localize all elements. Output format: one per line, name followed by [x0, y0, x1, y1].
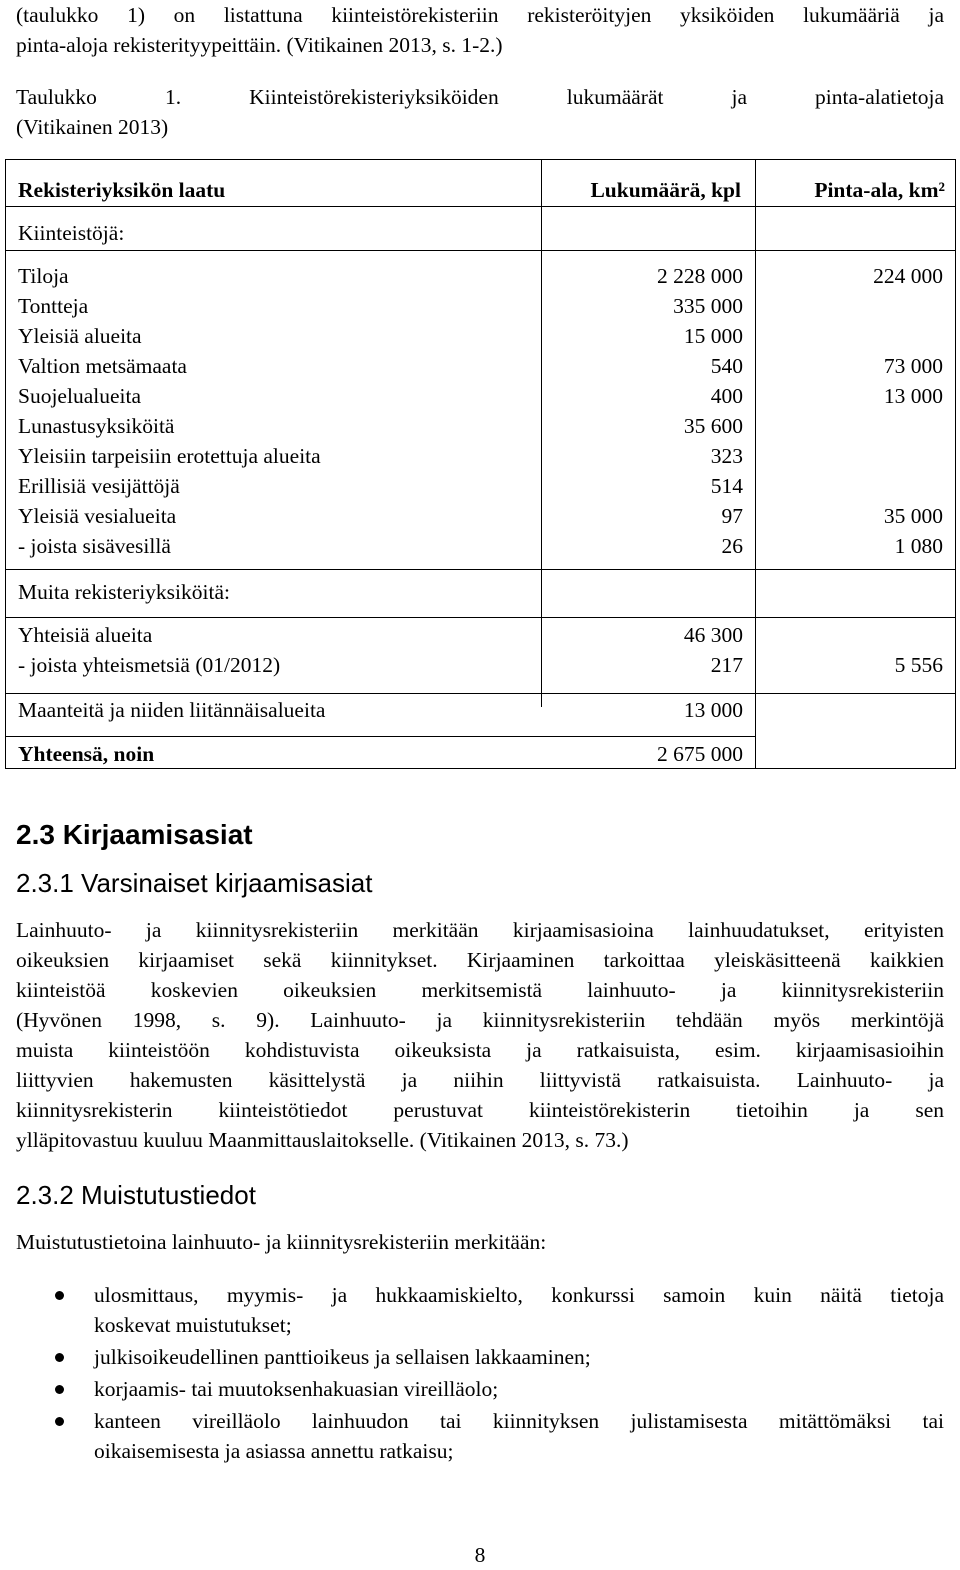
table-row-divider-5: [5, 736, 756, 737]
table-border-top: [5, 159, 956, 160]
list-item: [0, 1374, 960, 1406]
row-count: 46 300: [683, 623, 743, 647]
heading-2-3-1: 2.3.1 Varsinaiset kirjaamisasiat: [16, 868, 373, 898]
paragraph-line: oikeuksien kirjaamiset sekä kiinnitykset. Kirjaaminen tarkoittaa yleiskäsitteenä kaikkien: [16, 948, 944, 972]
list-item-line: oikaisemisesta ja asiassa annettu ratkaisu;: [94, 1439, 454, 1463]
caption-line-2: (Vitikainen 2013): [16, 115, 169, 139]
table-row-divider-4: [5, 693, 956, 694]
table-header-type: Rekisteriyksikön laatu: [18, 178, 226, 202]
roads-label: Maanteitä ja niiden liitännäisalueita: [18, 698, 326, 722]
row-count: 540: [710, 354, 743, 378]
list-item-line: kanteen vireilläolo lainhuudon tai kiinnityksen julistamisesta mitättömäksi tai: [94, 1409, 944, 1433]
total-label: Yhteensä, noin: [18, 742, 155, 766]
row-count: 514: [710, 474, 743, 498]
intro-line-2: pinta-aloja rekisterityypeittäin. (Vitikainen 2013, s. 1-2.): [16, 33, 503, 57]
row-label: Yleisiin tarpeisiin erotettuja alueita: [18, 444, 321, 468]
paragraph-line: liittyvien hakemusten käsittelystä ja niihin liittyvistä ratkaisuista. Lainhuuto- ja: [16, 1068, 944, 1092]
row-label: Yhteisiä alueita: [18, 623, 153, 647]
row-label: Yleisiä alueita: [18, 324, 142, 348]
paragraph-line: muista kiinteistöön kohdistuvista oikeuksista ja ratkaisuista, esim. kirjaamisasioihin: [16, 1038, 944, 1062]
row-label: Suojelualueita: [18, 384, 141, 408]
row-area: 35 000: [883, 504, 943, 528]
paragraph-line: kiinnitysrekisterin kiinteistötiedot perustuvat kiinteistörekisterin tietoihin ja sen: [16, 1098, 944, 1122]
row-count: 26: [721, 534, 743, 558]
list-item: [0, 1406, 960, 1468]
page-number: 8: [474, 1543, 486, 1567]
row-count: 97: [721, 504, 743, 528]
row-count: 2 228 000: [657, 264, 743, 288]
row-area: 224 000: [873, 264, 943, 288]
row-label: - joista sisävesillä: [18, 534, 171, 558]
table-header-area: Pinta-ala, km²: [814, 178, 945, 202]
row-label: Lunastusyksiköitä: [18, 414, 175, 438]
row-label: Yleisiä vesialueita: [18, 504, 177, 528]
paragraph-line: (Hyvönen 1998, s. 9). Lainhuuto- ja kiinnitysrekisteriin tehdään myös merkintöjä: [16, 1008, 944, 1032]
row-label: Erillisiä vesijättöjä: [18, 474, 180, 498]
row-count: 400: [710, 384, 743, 408]
bullet-icon: [55, 1291, 64, 1300]
row-count: 15 000: [683, 324, 743, 348]
paragraph-line: Lainhuuto- ja kiinnitysrekisteriin merkitään kirjaamisasioina lainhuudatukset, erityisten: [16, 918, 944, 942]
list-item: [0, 1280, 960, 1342]
list-item-line: ulosmittaus, myymis- ja hukkaamiskielto, konkurssi samoin kuin näitä tietoja: [94, 1283, 944, 1307]
register-units-table: [0, 0, 960, 780]
table-row-divider-2: [5, 569, 956, 570]
row-count: 335 000: [673, 294, 743, 318]
list-item: [0, 1342, 960, 1374]
paragraph-recording-matters: [16, 915, 944, 1155]
bullet-icon: [55, 1385, 64, 1394]
row-count: 323: [710, 444, 743, 468]
row-area: 1 080: [894, 534, 943, 558]
table-row-divider-1: [5, 250, 956, 251]
list-item-line: koskevat muistutukset;: [94, 1313, 292, 1337]
roads-count: 13 000: [683, 698, 743, 722]
row-label: Valtion metsämaata: [18, 354, 187, 378]
heading-2-3-2: 2.3.2 Muistutustiedot: [16, 1180, 256, 1210]
bullet-icon: [55, 1353, 64, 1362]
row-area: 13 000: [883, 384, 943, 408]
list-item-line: julkisoikeudellinen panttioikeus ja sellaisen lakkaaminen;: [94, 1345, 591, 1369]
table-header-divider: [5, 206, 956, 207]
paragraph-line: kiinteistöä koskevien oikeuksien merkitsemistä lainhuuto- ja kiinnitysrekisteriin: [16, 978, 944, 1002]
total-count: 2 675 000: [657, 742, 743, 766]
table-row-divider-3: [5, 617, 956, 618]
paragraph-line: ylläpitovastuu kuuluu Maanmittauslaitokselle. (Vitikainen 2013, s. 73.): [16, 1128, 629, 1152]
row-count: 35 600: [683, 414, 743, 438]
paragraph-notice-info: Muistutustietoina lainhuuto- ja kiinnitysrekisteriin merkitään:: [16, 1230, 547, 1254]
table-header-count: Lukumäärä, kpl: [590, 178, 741, 202]
intro-line-1: (taulukko 1) on listattuna kiinteistörekisteriin rekisteröityjen yksiköiden lukumääriä ja: [16, 3, 944, 27]
list-item-line: korjaamis- tai muutoksenhakuasian vireilläolo;: [94, 1377, 499, 1401]
row-area: 5 556: [894, 653, 943, 677]
row-area: 73 000: [883, 354, 943, 378]
section-title-properties: Kiinteistöjä:: [18, 221, 125, 245]
row-label: Tiloja: [18, 264, 69, 288]
caption-line-1: Taulukko 1. Kiinteistörekisteriyksiköiden lukumäärät ja pinta-alatietoja: [16, 85, 944, 109]
heading-2-3: 2.3 Kirjaamisasiat: [16, 819, 253, 850]
row-count: 217: [710, 653, 743, 677]
section-title-other-units: Muita rekisteriyksiköitä:: [18, 580, 230, 604]
bullet-icon: [55, 1417, 64, 1426]
row-label: - joista yhteismetsiä (01/2012): [18, 653, 281, 677]
row-label: Tontteja: [18, 294, 89, 318]
